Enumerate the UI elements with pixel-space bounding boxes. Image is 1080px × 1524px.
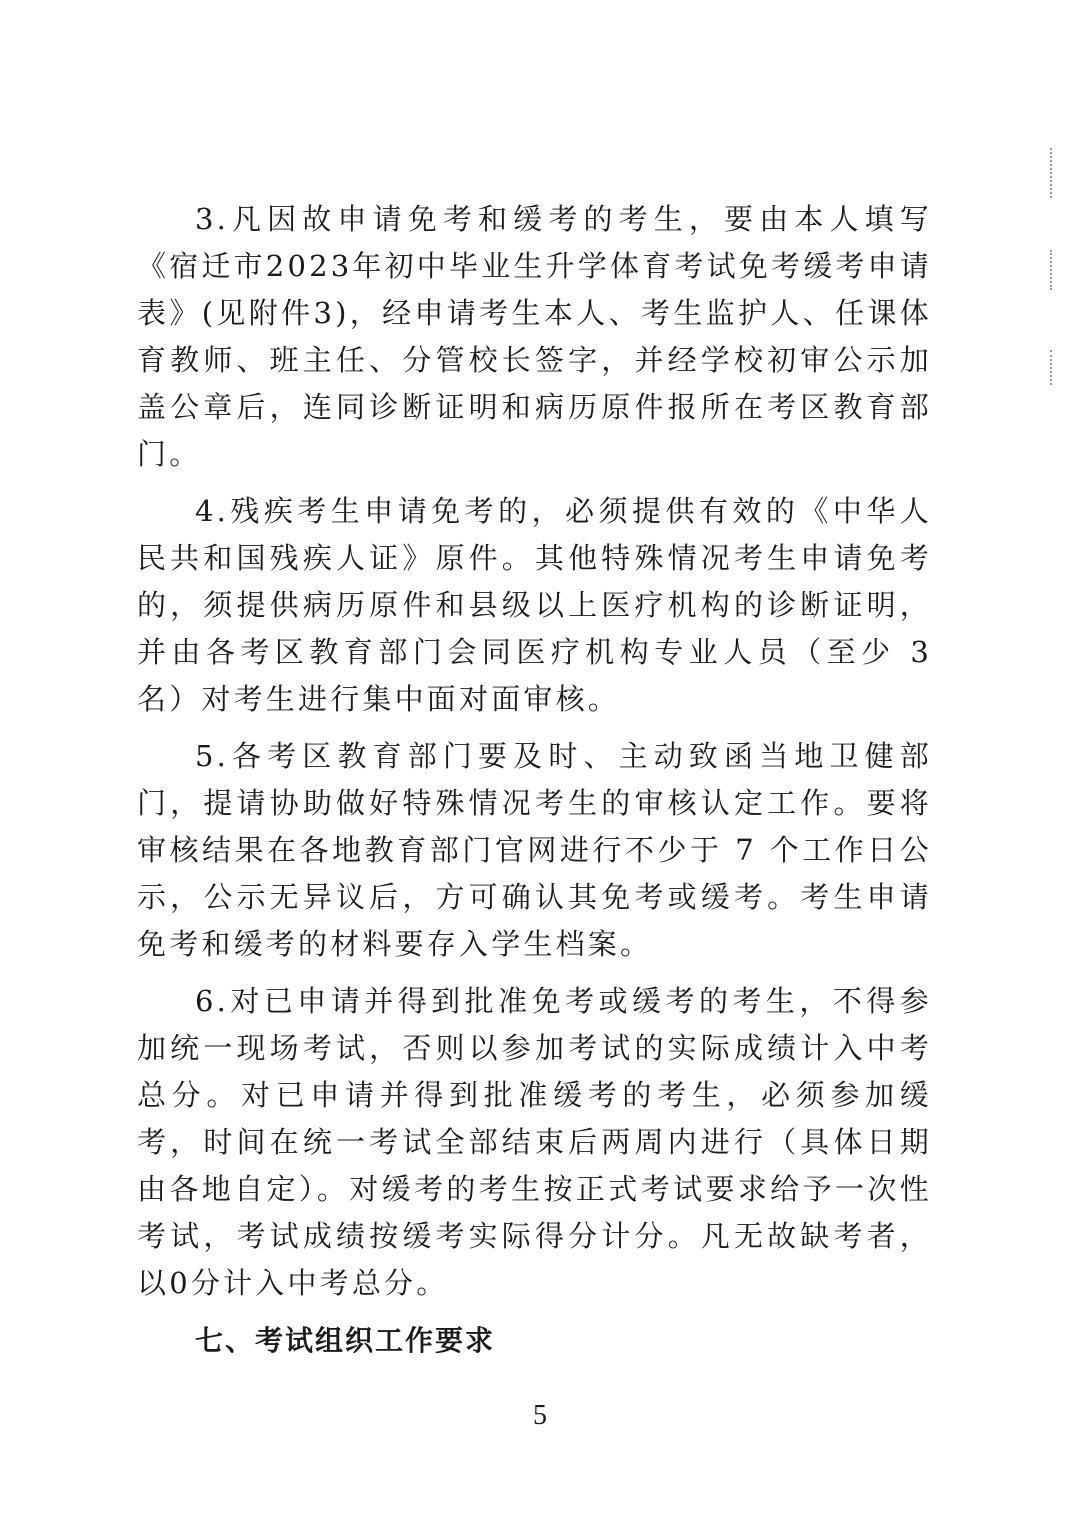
scan-artifact-marks <box>1050 148 1056 198</box>
paragraph-item-3: 3.凡因故申请免考和缓考的考生，要由本人填写《宿迁市2023年初中毕业生升学体育考试免考缓考申请表》(见附件3)，经申请考生本人、考生监护人、任课体育教师、班主任、分管校长签字，并经学校初审公示加盖公章后，连同诊断证明和病历原件报所在考区教育部门。 <box>137 202 933 471</box>
paragraph-item-4: 4.残疾考生申请免考的，必须提供有效的《中华人民共和国残疾人证》原件。其他特殊情况考生申请免考的，须提供病历原件和县级以上医疗机构的诊断证明，并由各考区教育部门会同医疗机构专业人员（至少 3 名）对考生进行集中面对面审核。 <box>137 494 932 716</box>
paragraph-item-6: 6.对已申请并得到批准免考或缓考的考生，不得参加统一现场考试，否则以参加考试的实际成绩计入中考总分。对已申请并得到批准缓考的考生，必须参加缓考，时间在统一考试全部结束后两周内进行（具体日期由各地自定）。对缓考的考生按正式考试要求给予一次性考试，考试成绩按缓考实际得分计分。凡无故缺考者，以0分计入中考总分。 <box>137 984 932 1300</box>
document-body <box>137 196 932 1364</box>
paragraph-item-5: 5.各考区教育部门要及时、主动致函当地卫健部门，提请协助做好特殊情况考生的审核认定工作。要将审核结果在各地教育部门官网进行不少于 7 个工作日公示，公示无异议后，方可确认其免考或缓考。考生申请免考和缓考的材料要存入学生档案。 <box>137 739 932 961</box>
page-number: 5 <box>533 1400 547 1431</box>
section-heading: 七、考试组织工作要求 <box>195 1324 496 1357</box>
scan-artifact-marks <box>1050 250 1056 290</box>
scan-artifact-marks <box>1050 350 1056 385</box>
